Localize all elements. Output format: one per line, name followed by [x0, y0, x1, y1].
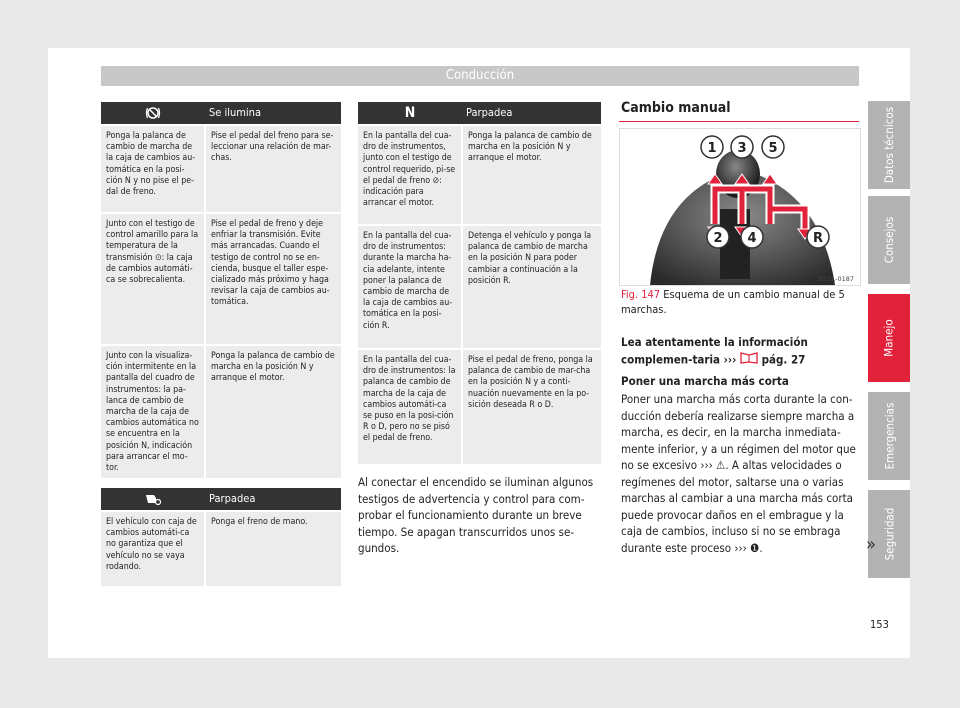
tab-label: Manejo	[882, 319, 896, 357]
table1-r2-left: Junto con el testigo de control amarillo para la temperatura de la transmisión ⊙: la caja de cambios automáti-ca se sobrecalienta.	[101, 214, 204, 344]
gear-label-3: 3	[737, 141, 747, 156]
figure-code: B1SL-0187	[818, 275, 854, 283]
tab-label: Datos técnicos	[882, 106, 897, 184]
note-page-link[interactable]: pág. 27	[761, 351, 806, 366]
table1-header-label: Se ilumina	[209, 106, 262, 119]
gear-label-2: 2	[713, 231, 723, 246]
body-paragraph: Poner una marcha más corta durante la con-ducción debería realizarse siempre marcha a marcha, es decir, en la marcha inmediata-mente inferior, y a un régimen del motor que no se excesivo ››› ⚠. A altas velocidades o regímenes del motor, saltarse una o varias marchas al cambiar a una marcha más corta puede provocar daños en el embrague y la caja de cambios, incluso si no se embraga durante este proceso ››› ❶.	[621, 392, 856, 555]
brake-warning-icon	[101, 102, 205, 124]
continue-icon: »	[866, 534, 876, 555]
table3-r2-right: Detenga el vehículo y ponga la palanca de cambio de marcha en la posición N para poder cambiar a continuación a la posición R.	[463, 226, 601, 348]
page-number: 153	[870, 618, 889, 631]
gearbox-figure	[619, 128, 861, 286]
table1-r1-right: Pise el pedal del freno para se-leccionar una relación de mar-chas.	[206, 126, 341, 212]
gear-n-icon: N	[404, 105, 416, 121]
figure-number: Fig. 147	[621, 288, 661, 301]
table2-header	[101, 488, 341, 510]
tab-datos-tecnicos[interactable]	[868, 101, 910, 189]
gear-label-r: R	[812, 231, 824, 246]
note-line	[621, 334, 861, 368]
gear-label-1: 1	[707, 141, 717, 156]
subheading: Poner una marcha más corta	[621, 374, 789, 388]
table3-r1-left: En la pantalla del cua-dro de instrumentos, junto con el testigo de control requerido, pi-se el pedal de freno ⊘: indicación para arrancar el motor.	[358, 126, 461, 224]
gear-label-4: 4	[747, 231, 757, 246]
hand-on-wheel-icon	[101, 488, 205, 510]
table1-r3-right: Ponga la palanca de cambio de marcha en la posición N y arranque el motor.	[206, 346, 341, 478]
table1-r2-right: Pise el pedal de freno y deje enfriar la transmisión. Evite más arrancadas. Cuando el testigo de control no se en-cienda, busque el taller espe-cializado más próximo y haga revisar la caja de cambios au-tomática.	[206, 214, 341, 344]
table3-r3-left: En la pantalla del cua-dro de instrumentos: la palanca de cambio de marcha de la caja de cambios automáti-ca se puso en la posi-ción R o D, pero no se pisó el pedal de freno.	[358, 350, 461, 464]
title-rule	[619, 121, 859, 122]
table3-header-label: Parpadea	[466, 106, 513, 119]
table1-header	[101, 102, 341, 124]
ignition-paragraph: Al conectar el encendido se iluminan algunos testigos de advertencia y control para com-probar el funcionamiento durante un breve tiempo. Se apagan transcurridos unos se-gundos.	[358, 475, 594, 555]
caption-text: Esquema de un cambio manual de 5 marchas.	[621, 288, 845, 316]
tab-label: Emergencias	[882, 402, 897, 470]
tab-manejo[interactable]	[868, 294, 910, 382]
table3-r2-left: En la pantalla del cua-dro de instrumentos: durante la marcha ha-cia adelante, intente poner la palanca de cambio de marcha de la caja de cambios au-tomática en la posi-ción R.	[358, 226, 461, 348]
tab-label: Seguridad	[882, 507, 897, 561]
tab-consejos[interactable]	[868, 196, 910, 284]
table1-r3-left: Junto con la visualiza-ción intermitente en la pantalla del cuadro de instrumentos: la pa-lanca de cambio de marcha de la caja de cambios automática no se encuentra en la posición N, indicación para arrancar el mo-tor.	[101, 346, 204, 478]
book-icon	[740, 351, 758, 369]
table3-r1-right: Ponga la palanca de cambio de marcha en la posición N y arranque el motor.	[463, 126, 601, 224]
table2-r1-left: El vehículo con caja de cambios automáti-ca no garantiza que el vehículo no se vaya rodando.	[101, 512, 204, 586]
note-text: Lea atentamente la información complemen-taria ›››	[621, 335, 808, 366]
table3-r3-right: Pise el pedal de freno, ponga la palanca de cambio de mar-cha en la posición N y a conti-nuación nuevamente en la po-sición deseada R o D.	[463, 350, 601, 464]
gear-label-5: 5	[768, 141, 778, 156]
section-header: Conducción	[101, 66, 859, 86]
tab-emergencias[interactable]	[868, 392, 910, 480]
tab-label: Consejos	[882, 216, 896, 264]
table3-header	[358, 102, 601, 124]
figure-caption	[621, 288, 859, 317]
table2-r1-right: Ponga el freno de mano.	[206, 512, 341, 586]
table1-r1-left: Ponga la palanca de cambio de marcha de la caja de cambios au-tomática en la posi-ción N y no pise el pe-dal de freno.	[101, 126, 204, 212]
section-title: Cambio manual	[621, 100, 731, 116]
table2-header-label: Parpadea	[209, 492, 256, 505]
